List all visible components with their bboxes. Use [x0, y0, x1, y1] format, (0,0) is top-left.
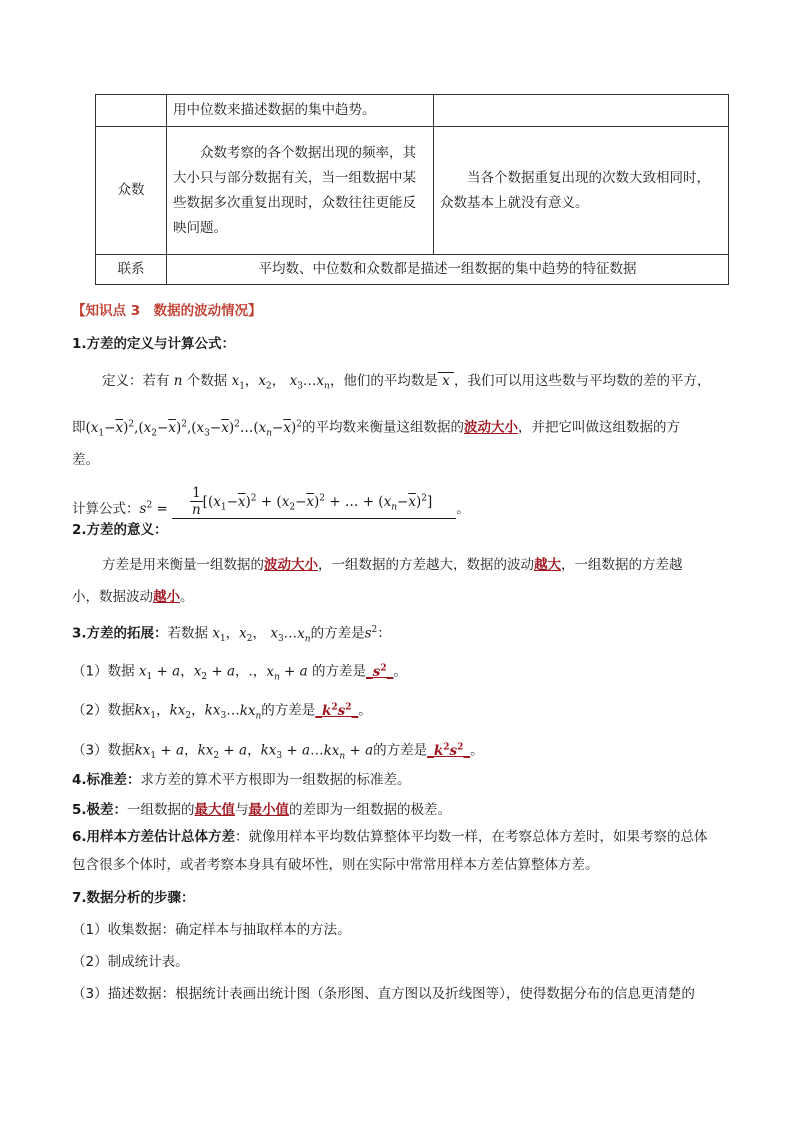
answer-fill: 最小值: [248, 802, 290, 818]
text: 求方差的算术平方根即为一组数据的标准差。: [140, 772, 411, 788]
text: 的方差是: [373, 742, 428, 759]
text: 定义：若有: [102, 373, 170, 389]
text: 。: [456, 501, 470, 517]
answer-fill: $\_s^2\_$: [366, 663, 394, 680]
table-cell-relation: 联系: [96, 255, 167, 285]
text: 的方差是: [310, 625, 365, 642]
knowledge-point-heading: 【知识点 3 数据的波动情况】: [72, 303, 262, 319]
text: ，他们的平均数是: [329, 373, 438, 389]
text: 。: [358, 702, 372, 719]
text: 4.标准差：: [72, 772, 141, 788]
table-cell: [434, 95, 729, 127]
text: （2）数据: [72, 702, 135, 719]
text: 6.用样本方差估计总体方差: [72, 829, 236, 845]
meaning-line-1: [102, 555, 683, 575]
definition-line-3: 差。: [72, 452, 99, 468]
mode-note: 当各个数据重复出现的次数大致相同时，众数基本上就没有意义。: [440, 169, 710, 211]
text: 计算公式：: [72, 501, 140, 517]
table-cell: [434, 127, 729, 255]
deviation-terms: $(x_1-\overline{x})^2,(x_2-\overline{x})^2,(x_3-\overline{x})^2\dots(x_n-\overline{x})^2$: [85, 419, 302, 439]
range-line: [72, 800, 451, 820]
extension-item-1: （1）数据 $x_1 + a$，$x_2 + a$，.，$x_n + a$ 的方差是$\_s^2\_$。: [72, 663, 407, 683]
text: （3）数据: [72, 742, 135, 759]
table-cell: [167, 127, 434, 255]
table-row: [96, 95, 729, 127]
text: 的方差是: [312, 663, 367, 680]
sample-variance-line-2: 包含很多个体时，或者考察本身具有破坏性，则在实际中常常用样本方差估算整体方差。: [72, 857, 599, 873]
text: 3.方差的拓展：: [72, 625, 168, 642]
extension-title: 3.方差的拓展：若数据 $x_1$，$x_2$， $x_3\dots x_n$的方差是$s^2$：: [72, 625, 391, 645]
text: 的平均数来衡量这组数据的: [302, 419, 464, 436]
meaning-line-2: [72, 587, 194, 607]
text: ：就像用样本平均数估算整体平均数一样，在考察总体方差时，如果考察的总体: [235, 829, 708, 845]
answer-fill: $\_k^2s^2\_$: [315, 702, 359, 719]
table-cell: 用中位数来描述数据的集中趋势。: [167, 95, 434, 127]
step-item: （1）收集数据：确定样本与抽取样本的方法。: [72, 922, 351, 938]
text: 。: [470, 742, 484, 759]
extension-item-3: （3）数据$kx_1 + a$，$kx_2 + a$，$kx_3$ + $a\dots kx_n + a$的方差是$\_k^2s^2\_$。: [72, 742, 484, 762]
text: ，一组数据的方差越: [561, 557, 683, 573]
mode-description: 众数考察的各个数据出现的频率，其大小只与部分数据有关，当一组数据中某些数据多次重复出现时，众数往往更能反映问题。: [173, 144, 416, 236]
definition-line: 定义：若有 n 个数据 $x_1$，$x_2$， $x_3\dots x_n$，他们的平均数是 x ，我们可以用这些数与平均数的差的平方，: [102, 373, 711, 392]
text: 。: [180, 589, 194, 605]
table-row: [96, 127, 729, 255]
text: 个数据: [186, 373, 228, 389]
text: 。: [393, 663, 407, 680]
text: 的方差是: [261, 702, 316, 719]
answer-fill: 越小: [153, 589, 180, 605]
answer-fill: $\_k^2s^2\_$: [427, 742, 471, 759]
text: 方差是用来衡量一组数据的: [102, 557, 264, 573]
text: 的差即为一组数据的极差。: [289, 802, 452, 818]
extension-item-2: （2）数据$kx_1$，$kx_2$，$kx_3\dots kx_n$的方差是$\_k^2s^2\_$。: [72, 702, 372, 722]
variance-formula: 计算公式：$s^2$ = $\frac{1}{n}$ [$(x_1-\overline{x})^2 + (x_2-\overline{x})^2$ + … + $(x_n-\overline{x})^2$] 。: [72, 485, 470, 518]
step-item: （3）描述数据：根据统计表画出统计图（条形图、直方图以及折线图等），使得数据分布的信息更清楚的: [72, 986, 695, 1002]
relation-text: 平均数、中位数和众数都是描述一组数据的集中趋势的特征数据: [167, 255, 729, 285]
answer-fill: 波动大小: [464, 419, 518, 436]
table-row: [96, 255, 729, 285]
comparison-table: [95, 94, 729, 285]
text: 5.极差：: [72, 802, 128, 818]
text: ，我们可以用这些数与平均数的差的平方，: [454, 373, 711, 389]
text: ，并把它叫做这组数据的方: [518, 419, 680, 436]
text: 若数据: [167, 625, 209, 642]
table-cell-mode: 众数: [96, 127, 167, 255]
text: 即: [72, 419, 86, 436]
text: 小，数据波动: [72, 589, 153, 605]
answer-fill: 最大值: [194, 802, 236, 818]
text: 与: [235, 802, 249, 818]
answer-fill: 越大: [534, 557, 561, 573]
section-title: 1.方差的定义与计算公式：: [72, 336, 236, 352]
answer-fill: 波动大小: [264, 557, 318, 573]
section-title: 7.数据分析的步骤：: [72, 890, 195, 906]
sample-variance-line-1: [72, 827, 708, 847]
section-title: 2.方差的意义：: [72, 522, 168, 538]
text: 一组数据的: [127, 802, 195, 818]
step-item: （2）制成统计表。: [72, 954, 189, 970]
definition-line-2: [72, 414, 680, 443]
std-dev-line: [72, 770, 411, 790]
table-cell: [96, 95, 167, 127]
text: ，一组数据的方差越大，数据的波动: [318, 557, 534, 573]
formula-blank: $\frac{1}{n}$ [$(x_1-\overline{x})^2 + (x_2-\overline{x})^2$ + … + $(x_n-\overline{x})^2$]: [172, 485, 456, 519]
text: （1）数据: [72, 663, 135, 680]
